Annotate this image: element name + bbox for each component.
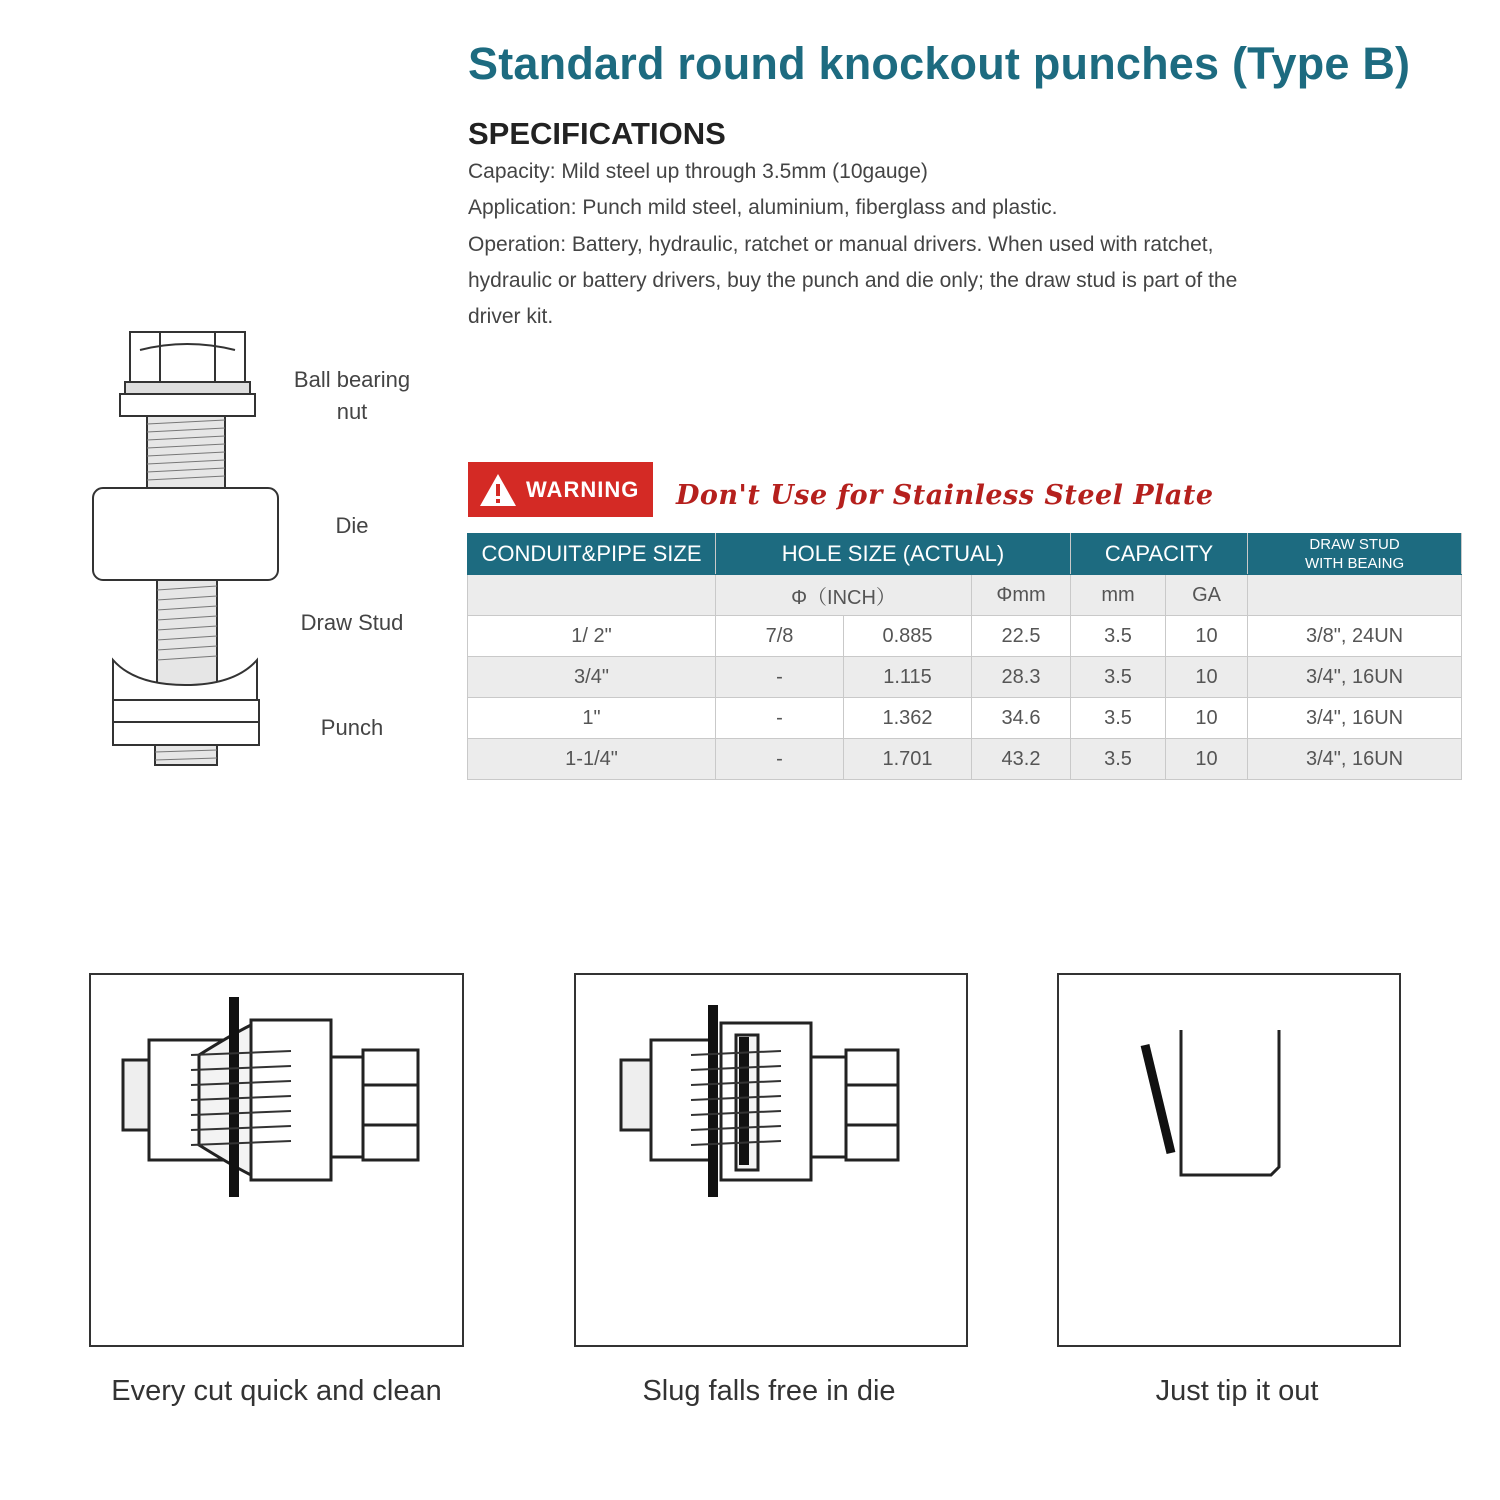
caption-slug: Slug falls free in die [642, 1375, 896, 1407]
caption-cut: Every cut quick and clean [111, 1375, 442, 1407]
cell-size: 1-1/4" [468, 739, 716, 780]
warning-badge [468, 462, 653, 517]
cell-cap-mm: 3.5 [1071, 616, 1166, 657]
nut-body [130, 332, 245, 382]
table-header-row [468, 534, 1462, 575]
label-punch: Punch [320, 715, 384, 740]
label-die: Die [335, 513, 369, 538]
cell-ga: 10 [1166, 657, 1248, 698]
spec-capacity: Capacity: Mild steel up through 3.5mm (10gauge) [468, 160, 928, 183]
step-panel-cut [89, 973, 464, 1347]
cell-size: 3/4" [468, 657, 716, 698]
cell-frac: - [716, 698, 844, 739]
spec-operation: Operation: Battery, hydraulic, ratchet or manual drivers. When used with ratchet, [468, 233, 1214, 256]
cell-mm: 34.6 [972, 698, 1071, 739]
bearing-washer [120, 394, 255, 416]
cell-inch: 0.885 [844, 616, 972, 657]
header-draw-stud-line2: WITH BEAING [1304, 555, 1405, 572]
spec-operation-cont: hydraulic or battery drivers, buy the punch and die only; the draw stud is part of the [468, 269, 1238, 292]
table-row [468, 616, 1462, 657]
cell-inch: 1.115 [844, 657, 972, 698]
cell-inch: 1.362 [844, 698, 972, 739]
label-nut-line1: Ball bearing [293, 367, 411, 392]
table-row [468, 698, 1462, 739]
cell-stud: 3/4", 16UN [1248, 739, 1462, 780]
table-subheader-row [468, 575, 1462, 616]
step-panel-slug [574, 973, 968, 1347]
cell-frac: - [716, 657, 844, 698]
upper-thread [147, 416, 225, 488]
subheader-mm: Φmm [972, 575, 1071, 616]
subheader-ga: GA [1166, 575, 1248, 616]
cell-frac: - [716, 739, 844, 780]
label-draw-stud: Draw Stud [300, 610, 404, 635]
header-capacity: CAPACITY [1071, 534, 1248, 575]
slug-illustration [576, 975, 966, 1345]
cell-mm: 43.2 [972, 739, 1071, 780]
cell-frac: 7/8 [716, 616, 844, 657]
header-hole-size: HOLE SIZE (ACTUAL) [716, 534, 1071, 575]
cell-mm: 28.3 [972, 657, 1071, 698]
warning-badge-text: WARNING [526, 476, 640, 502]
label-nut-line2: nut [336, 399, 368, 424]
cell-stud: 3/4", 16UN [1248, 657, 1462, 698]
specifications-heading: SPECIFICATIONS [468, 116, 726, 151]
page-title: Standard round knockout punches (Type B) [468, 38, 1411, 89]
cell-inch: 1.701 [844, 739, 972, 780]
header-draw-stud [1248, 534, 1462, 575]
table-row [468, 657, 1462, 698]
cell-ga: 10 [1166, 616, 1248, 657]
cell-cap-mm: 3.5 [1071, 698, 1166, 739]
label-ball-bearing-nut [272, 364, 432, 428]
subheader-cap-mm: mm [1071, 575, 1166, 616]
spec-application: Application: Punch mild steel, aluminium, fiberglass and plastic. [468, 196, 1058, 219]
spec-operation-end: driver kit. [468, 305, 554, 328]
cell-ga: 10 [1166, 739, 1248, 780]
draw-stud [157, 580, 217, 685]
subheader-inch: Φ（INCH） [716, 575, 972, 616]
punch-assembly-diagram [85, 320, 285, 780]
spec-table [467, 533, 1462, 780]
cell-ga: 10 [1166, 698, 1248, 739]
caption-tip: Just tip it out [1155, 1375, 1319, 1407]
table-row [468, 739, 1462, 780]
warning-message: Don't Use for Stainless Steel Plate [676, 480, 1214, 511]
step-panel-tip [1057, 973, 1401, 1347]
cell-size: 1/ 2" [468, 616, 716, 657]
header-conduit: CONDUIT&PIPE SIZE [468, 534, 716, 575]
steel-plate [229, 997, 239, 1197]
cell-size: 1" [468, 698, 716, 739]
warning-triangle-icon [478, 472, 518, 508]
cut-illustration [91, 975, 462, 1345]
slug [739, 1037, 749, 1165]
subheader-empty [468, 575, 716, 616]
tip-illustration [1059, 975, 1399, 1345]
cell-stud: 3/4", 16UN [1248, 698, 1462, 739]
cell-cap-mm: 3.5 [1071, 739, 1166, 780]
steel-plate [708, 1005, 718, 1197]
cell-cap-mm: 3.5 [1071, 657, 1166, 698]
cell-stud: 3/8", 24UN [1248, 616, 1462, 657]
die-body [93, 488, 278, 580]
subheader-empty-2 [1248, 575, 1462, 616]
header-draw-stud-line1: DRAW STUD [1309, 536, 1400, 553]
cell-mm: 22.5 [972, 616, 1071, 657]
slug [1145, 1045, 1171, 1153]
